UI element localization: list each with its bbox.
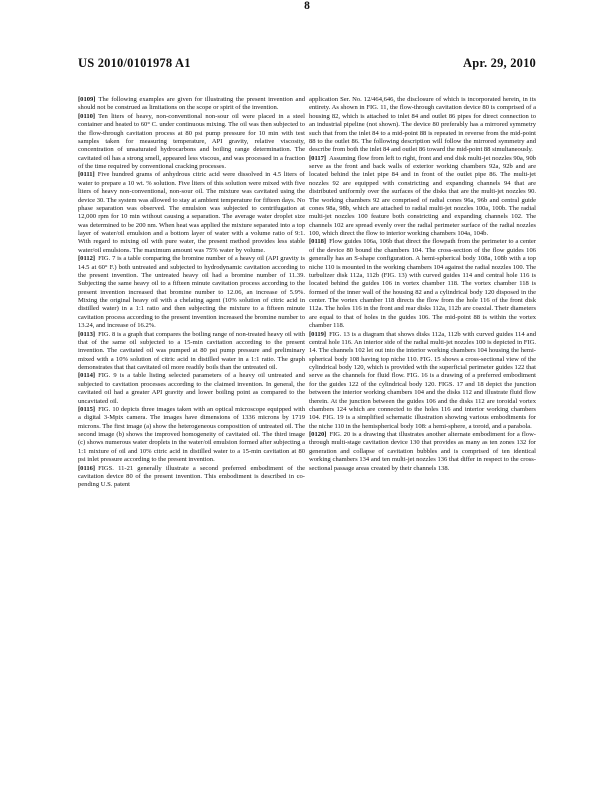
paragraph-text: Flow guides 106a, 106b that direct the flowpath from the perimeter to a center of the device 80 bound the chambers 104. The cross-section of the flow guides 106 generally has an S-shape configuration. A hemi-spherical body 108a, 108b with a top niche 110 is mounted in the working chambers 104 against the radial nozzles 100. The turbulizer disk 112a, 112b (FIG. 13) with curved guides 114 and central hole 116 is located behind the guides 106 in vortex chamber 118. The vortex chamber 118 is formed of the inner wall of the housing 82 and a cylindrical body 120 disposed in the center. The vortex chamber 118 directs the flow from the hole 116 of the front disk 112a. The holes 116 in the front and rear disks 112a, 112b are coaxial. Their diameters are equal to that of holes in the guides 106. The mid-point 88 is within the vortex chamber 118. xyxy=(309,238,536,330)
paragraph-number: [0117] xyxy=(309,154,327,162)
paragraph-text: FIG. 10 depicts three images taken with an optical microscope equipped with a digital 3-Mpix camera. The images have dimensions of 1336 microns by 1719 microns. The first image (a) show the heterogeneous composition of untreated oil. The second image (b) shows the improved homogeneity of cavitated oil. The third image (c) shows numerous water droplets in the water/oil emulsion formed after subjecting a 1:1 mixture of oil and 10% citric acid in distilled water to a 15-min cavitation at 80 psi inlet pressure according to the present invention. xyxy=(78,405,305,464)
paragraph-number: [0112] xyxy=(78,255,96,263)
paragraph-number: [0120] xyxy=(309,431,327,438)
paragraph-number: [0111] xyxy=(78,171,95,179)
paragraph xyxy=(309,155,536,239)
paragraph-number: [0109] xyxy=(78,96,96,103)
paragraph-number: [0119] xyxy=(309,330,327,338)
paragraph-text: application Ser. No. 12/464,646, the disclosure of which is incorporated herein, in its entirety. As shown in FIG. 11, the flow-through cavitation device 80 is comprised of a housing 82, which is attached to inlet 84 and outlet 86 pipes for direct connection to an industrial pipeline (not shown). The device 80 preferably has a mirrored symmetry such that from the inlet 84 to a mid-point 88 is repeated in reverse from the mid-point 88 to the outlet 86. The following description will follow the mirrored symmetry and describe from both the inlet 84 and outlet 86 toward the mid-point 88 simultaneously. xyxy=(309,96,536,154)
paragraph-number: [0114] xyxy=(78,372,96,380)
paragraph xyxy=(78,372,305,406)
paragraph-text: Assuming flow from left to right, front and end disk multi-jet nozzles 90a, 90b serve as the front and back walls of exterior working chambers 92a, 92b and are located behind the inlet pipe 84 and in front of the outlet pipe 86. The multi-jet nozzles 92 are equipped with constricting and expanding channels 94 that are distributed uniformly over the surfaces of the disks that are the multi-jet nozzles 90. The working chambers 92 are comprised of radial cones 96a, 96b and central guide cones 98a, 98b, which are attached to radial multi-jet nozzles 100a, 100b. The radial multi-jet nozzles 100 feature both constricting and expanding channels 102. The channels 102 are spread evenly over the radial perimeter surface of the radial nozzles 100, which direct the flow to interior working chambers 104a, 104b. xyxy=(309,154,536,237)
paragraph xyxy=(78,96,305,113)
paragraph xyxy=(78,465,305,490)
paragraph-text: FIG. 20 is a drawing that illustrates another alternate embodiment for a flow-through multi-stage cavitation device 130 that provides as many as ten zones 132 for generation and collapse of cavitation bubbles and is comprised of ten identical working chambers 134 and ten multi-jet nozzles 136 that differ in respect to the cross-sectional passage areas created by their channels 138. xyxy=(309,431,536,472)
paragraph xyxy=(78,406,305,465)
paragraph xyxy=(309,96,536,155)
paragraph-text: FIG. 7 is a table comparing the bromine number of a heavy oil (API gravity is 14.5 at 60° F.) both untreated and subjected to hydrodynamic cavitation according to the present invention. The untreated heavy oil had a bromine number of 11.39. Subjecting the same heavy oil to a fifteen minute cavitation process according to the present invention increased that bromine number to 12.06, an increase of 5.9%. Mixing the original heavy oil with a chelating agent (10% solution of citric acid in distilled water) in a 1:1 ratio and then subjecting the mixture to a fifteen minute cavitation process according to the present invention increased the bromine number to 13.24, and increase of 16.2%. xyxy=(78,255,305,330)
paragraph-text: Five hundred grams of anhydrous citric acid were dissolved in 4.5 liters of water to prepare a 10 wt. % solution. Five liters of this solution were mixed with five liters of heavy non-conventional, non-sour oil. The mixture was cavitated using the device 30. The system was allowed to stay at ambient temperature for fifteen days. No phase separation was observed. The emulsion was subjected to centrifugation at 12,000 rpm for 10 min without causing a separation. The average water droplet size was determined to be 200 nm. When heat was applied the mixture separated into a top layer of water/oil emulsion and a bottom layer of water with a volume ratio of 9:1. With regard to mixing oil with pure water, the present method provides less stable water/oil emulsions. The maximum amount was 75% water by volume. xyxy=(78,171,305,254)
publication-number: US 2010/0101978 A1 xyxy=(78,56,191,70)
paragraph-number: [0115] xyxy=(78,405,96,413)
paragraph xyxy=(78,331,305,373)
paragraph-text: FIGS. 11-21 generally illustrate a second preferred embodiment of the cavitation device 80 of the present invention. This embodiment is described in co-pending U.S. patent xyxy=(78,464,305,489)
page-number: 8 xyxy=(304,0,310,12)
paragraph-number: [0113] xyxy=(78,330,96,338)
paragraph xyxy=(78,113,305,172)
paragraph xyxy=(78,255,305,330)
left-text-column xyxy=(78,96,305,786)
paragraph xyxy=(309,238,536,330)
paragraph-text: Ten liters of heavy, non-conventional non-sour oil were placed in a steel container and heated to 60° C. under continuous mixing. The oil was then subjected to the flow-through cavitation process at 80 psi pump pressure for 10 min with test samples taken for measuring temperature, API gravity, relative viscosity, concentration of unsaturated hydrocarbons and boiling range determination. The cavitated oil has a strong smell, appeared less viscous, and was processed in a fraction of the time required by conventional cracking processes. xyxy=(78,112,305,170)
paragraph-number: [0116] xyxy=(78,464,96,472)
paragraph xyxy=(309,431,536,473)
paragraph-text: FIG. 8 is a graph that compares the boiling range of non-treated heavy oil with that of the same oil subjected to a 15-min cavitation according to the present invention. The cavitated oil was pumped at 80 psi pump pressure and preliminary mixed with a 10% solution of citric acid in distilled water in a 1:1 ratio. The graph demonstrates that that cavitated oil more readily boils than the untreated oil. xyxy=(78,330,305,371)
paragraph-text: FIG. 9 is a table listing selected parameters of a heavy oil untreated and subjected to cavitation processes according to the claimed invention. In general, the cavitated oil had a greater API gravity and lower boiling point as compared to the uncavitated oil. xyxy=(78,372,305,405)
paragraph-text: The following examples are given for illustrating the present invention and should not be construed as limitations on the scope or spirit of the invention. xyxy=(78,96,305,112)
paragraph-text: FIG. 13 is a diagram that shows disks 112a, 112b with curved guides 114 and central hole 116. An interior side of the radial multi-jet nozzles 100 is depicted in FIG. 14. The channels 102 let out into the interior working chambers 104 housing the hemi-spherical body 108 having top niche 110. FIG. 15 shows a cross-sectional view of the cylindrical body 120, which is provided with the superficial perimeter guides 122 that serve as the channels for fluid flow. FIG. 16 is a drawing of a preferred embodiment for the guides 122 of the cylindrical body 120. FIGS. 17 and 18 depict the junction between the interior working chambers 104 and the disks 112 and illustrate fluid flow therein. At the junction between the guides 106 and the disks 112 are toroidal vortex chambers 124 which are connected to the holes 116 and interior working chambers 104. FIG. 19 is a simplified schematic illustration showing various embodiments for the niche 110 in the hemispherical body 108: a hemi-sphere, a toroid, and a parabola. xyxy=(309,330,536,430)
paragraph xyxy=(309,331,536,432)
publication-date: Apr. 29, 2010 xyxy=(463,56,536,70)
paragraph-number: [0110] xyxy=(78,112,96,120)
paragraph xyxy=(78,171,305,255)
right-text-column xyxy=(309,96,536,786)
paragraph-number: [0118] xyxy=(309,238,327,246)
